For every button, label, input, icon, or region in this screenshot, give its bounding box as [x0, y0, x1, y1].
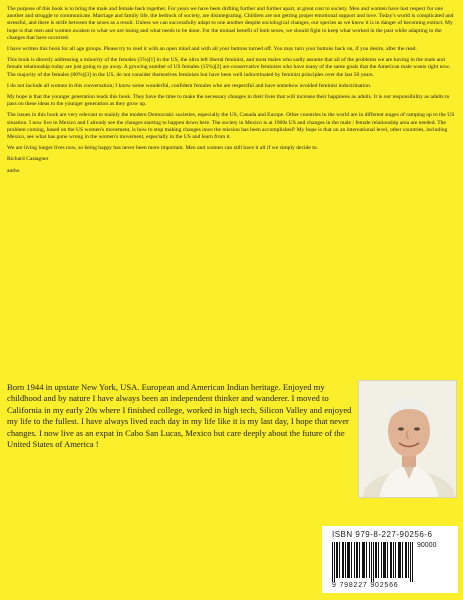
author-photo — [358, 380, 457, 498]
barcode-panel — [322, 526, 458, 593]
author-bio: Born 1944 in upstate New York, USA. European and American Indian heritage. Enjoyed my childhood and by nature I have always been an independent thinker and wanderer. I moved to California in my early 20s where I finished college, worked in high tech, Silicon Valley and enjoyed my life to the fullest. I have always lived each day in my life like it is my last day, I hope that never changes. I now live as an expat in Cabo San Lucas, Mexico but care deeply about the future of the United States of America ! — [7, 382, 352, 450]
barcode-icon — [332, 542, 414, 582]
isbn-label: ISBN 979-8-227-90256-6 — [332, 530, 433, 539]
author-portrait-icon — [359, 381, 457, 498]
paragraph-audience: I have written this book for all age groups. Please try to read it with an open mind and with all your buttons turned off. You may turn your buttons back on, if you desire, after the read. — [7, 46, 417, 53]
author-caption: autho — [7, 167, 20, 174]
back-cover-text — [7, 6, 457, 179]
ean-number: 9 798227 902566 — [332, 582, 399, 589]
paragraph-minority: This book is directly addressing a minority of the females (5%)[1] in the US, the ultra left liberal feminist, and most males who sadly assume that all of the problems we are having in the male and female relationship today are just going to go away. A growing number of US females (15%)[2] are conservative feminists who have many of the same goals that the American male wants right now. The majority of the females (80%)[3] in the US, do not consider themselves feminists but have been well indoctrinated by feminist principles over the last 50 years. — [7, 57, 451, 78]
paragraph-exclusion: I do not include all women in this conversation; I know some wonderful, confident females who are respectful and have somehow avoided feminist indoctrination. — [7, 82, 372, 89]
price-code: 90000 — [417, 542, 437, 549]
paragraph-international: The issues in this book are very relevant to mainly the modern Democratic societies, especially the US, Canada and Europe. Other countries in the world are in different stages of ramping up to the US situation. I now live in Mexico and I already see the changes starting to happen down here. The society in Mexico is at 1960s US and changes in the male / female relationship area are needed. The problem coming, based on the US women's movement, is how to stop making changes once the mission has been accomplished? My hope is that on an international level, other countries, including Mexico, see what has gone wrong in the women's movement, especially in the US and learn from it. — [7, 112, 455, 141]
paragraph-closing: We are living longer lives now, so being happy has never been more important. Men and women can still have it all if we simply decide to. — [7, 145, 318, 152]
paragraph-younger-generation: My hope is that the younger generation reads this book. They have the time to make the necessary changes in their lives that will increase their happiness as adults. It is our responsibility as adults to pass on these ideas to the younger generation as they grow up. — [7, 94, 450, 108]
paragraph-purpose: The purpose of this book is to bring the male and female back together. For years we have been drifting further and further apart, at great cost to society. Men and women have lost respect for one another and struggle to communicate. Marriage and family life, the bedrock of society, are disintegrating. Children are not getting proper emotional support and love. Today's world is complicated and stressful, and there is strife between the sexes as a result. Unless we can successfully adapt to one another despite sociological changes, our species as we know it is in danger of becoming extinct. My hope is that men and women awaken to what we are losing and what needs to be done. For the mutual benefit of both sexes, we should fight to keep what worked in the past while adapting to the changes that have occurred. — [7, 6, 454, 41]
author-signature: Richard Castagner — [7, 156, 49, 163]
